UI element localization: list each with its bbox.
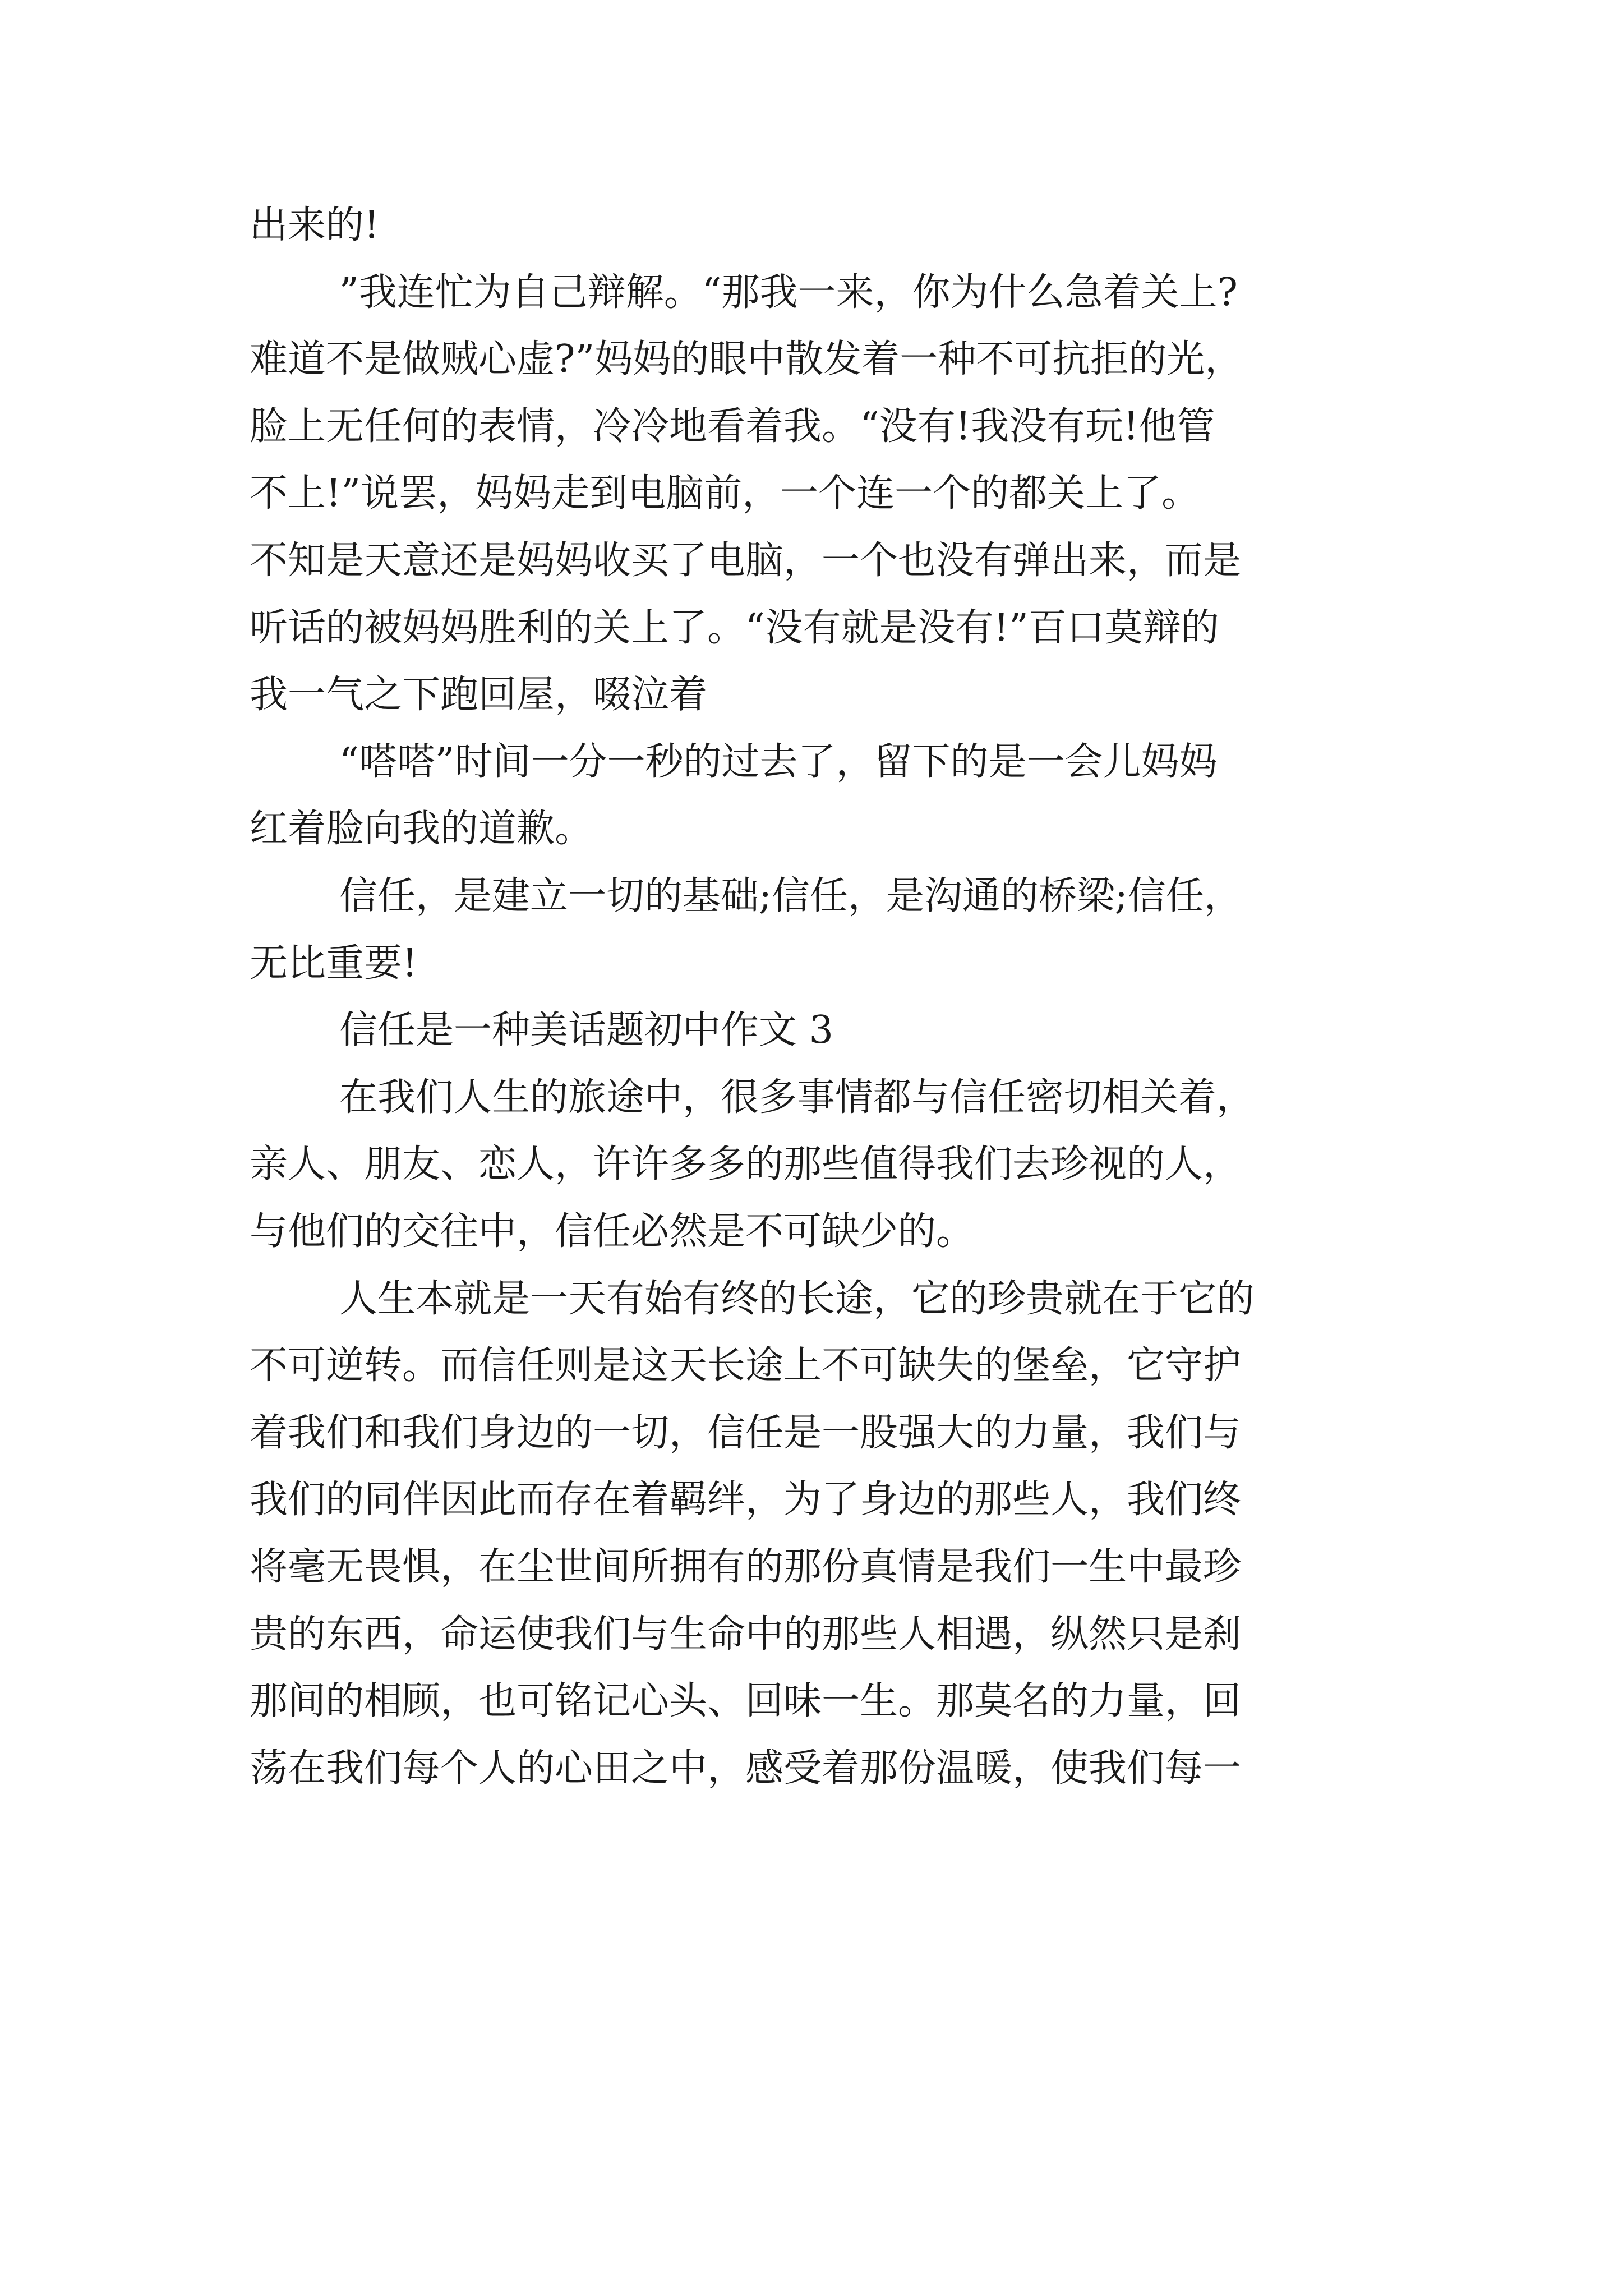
- text-line-content: 难道不是做贼心虚?”妈妈的眼中散发着一种不可抗拒的光，: [250, 337, 1243, 381]
- text-line-content: 出来的!: [250, 203, 380, 247]
- text-line-content: 听话的被妈妈胜利的关上了。“没有就是没有!”百口莫辩的: [250, 606, 1219, 650]
- text-line-content: 在我们人生的旅途中，很多事情都与信任密切相关着，: [339, 1075, 1255, 1120]
- text-line-content: “嗒嗒”时间一分一秒的过去了，留下的是一会儿妈妈: [339, 740, 1218, 784]
- text-line-content: 脸上无任何的表情，冷冷地看着我。“没有!我没有玩!他管: [250, 404, 1215, 449]
- text-line-content: 不可逆转。而信任则是这天长途上不可缺失的堡垒，它守护: [250, 1343, 1242, 1388]
- text-line-content: 不知是天意还是妈妈收买了电脑，一个也没有弹出来，而是: [250, 539, 1242, 583]
- text-line-content: 亲人、朋友、恋人，许许多多的那些值得我们去珍视的人，: [250, 1142, 1242, 1186]
- text-line-content: 与他们的交往中，信任必然是不可缺少的。: [250, 1209, 975, 1254]
- text-line-content: ”我连忙为自己辩解。“那我一来，你为什么急着关上?: [339, 270, 1238, 315]
- text-line-content: 人生本就是一天有始有终的长途，它的珍贵就在于它的: [339, 1277, 1255, 1321]
- text-line-content: 我们的同伴因此而存在着羁绊，为了身边的那些人，我们终: [250, 1478, 1242, 1522]
- text-line-content: 不上!”说罢，妈妈走到电脑前，一个连一个的都关上了。: [250, 471, 1200, 516]
- text-line-content: 那间的相顾，也可铭记心头、回味一生。那莫名的力量，回: [250, 1679, 1242, 1723]
- text-line-content: 贵的东西，命运使我们与生命中的那些人相遇，纵然只是刹: [250, 1612, 1242, 1657]
- section-heading-text: 信任是一种美话题初中作文 3: [339, 1008, 833, 1052]
- text-line-content: 红着脸向我的道歉。: [250, 807, 593, 851]
- text-line-content: 无比重要!: [250, 941, 418, 986]
- text-line-content: 着我们和我们身边的一切，信任是一股强大的力量，我们与: [250, 1411, 1242, 1455]
- text-line-content: 将毫无畏惧，在尘世间所拥有的那份真情是我们一生中最珍: [250, 1545, 1242, 1589]
- text-line-content: 荡在我们每个人的心田之中，感受着那份温暖，使我们每一: [250, 1746, 1242, 1791]
- text-line-content: 我一气之下跑回屋，啜泣着: [250, 673, 708, 717]
- text-line-content: 信任，是建立一切的基础;信任，是沟通的桥梁;信任，: [339, 874, 1242, 918]
